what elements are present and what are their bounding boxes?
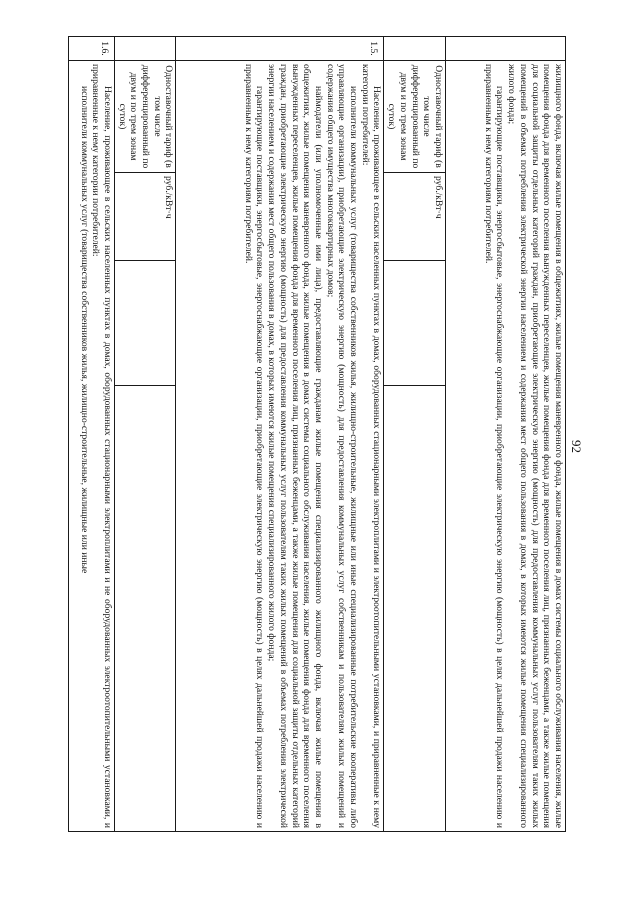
tariff-table: [68, 36, 566, 832]
text-cell: [446, 61, 566, 832]
paragraph: исполнители коммунальных услуг (товарищества собственников жилья, жилищно-строительные, жилищные или иные: [78, 86, 90, 574]
paragraph: жилищного фонда, включая жилые помещения в общежитиях, жилые помещения маневренного фонда, жилые помещения в домах системы социального обслуживания населения, жилые помещения фонда для временного поселения вынужденных переселенцев, жилые помещения фонда для временного поселения лиц, признанных беженцами, а также жилые помещения для социальной защиты отдельных категорий граждан, приобретающие электрическую энергию (мощность) для предоставления коммунальных услуг пользователям таких жилых помещений в объемах потребления электрической энергии населением и содержания мест общего пользования в домах, в которых имеются жилые помещения специализированного жилого фонда;: [506, 64, 564, 829]
table-row-1-6: [68, 37, 114, 832]
paragraph: исполнители коммунальных услуг (товарищества собственников жилья, жилищно-строительные, жилищные или иные специализированные потребительские кооперативы либо управляющие организации), приобретающие электрическую энергию (мощность) для предоставления коммунальных услуг собственникам и пользователям жилых помещений и содержания общего имущества многоквартирных домов;: [324, 64, 360, 829]
table-row-1-5: [176, 37, 384, 832]
paragraph: наймодатели (или уполномоченные ими лица), предоставляющие гражданам жилые помещения специализированного жилищного фонда, включая жилые помещения в общежитиях, жилые помещения маневренного фонда, жилые помещения в домах системы социального обслуживания населения, жилые помещения фонда для временного поселения вынужденных переселенцев, жилые помещения фонда для временного поселения лиц, признанных беженцами, а также жилые помещения для социальной защиты отдельных категорий граждан, приобретающие электрическую энергию (мощность) для предоставления коммунальных услуг пользователям таких жилых помещений в объемах потребления электрической энергии населением и содержания мест общего пользования в домах, в которых имеются жилые помещения специализированного жилого фонда;: [266, 64, 324, 829]
table-row-tariff: [114, 37, 176, 832]
row-number-cell: [446, 37, 566, 61]
value-cell: [114, 386, 176, 832]
unit-cell: руб./кВт·ч: [384, 173, 446, 261]
unit-cell: руб./кВт·ч: [114, 173, 176, 261]
text-cell: [176, 61, 384, 832]
value-cell: [384, 386, 446, 832]
tariff-label: Одноставочный тариф (в том числе дифференцированный по двум и по трем зонам суток): [114, 61, 176, 173]
page-number: 92: [569, 440, 584, 453]
rotated-page-content: [78, 36, 566, 831]
table-row-tariff: [384, 37, 446, 832]
row-number-cell: 1.5.: [176, 37, 384, 61]
paragraph: Население, проживающее в сельских населенных пунктах в домах, оборудованных стационарными электроплитами и не оборудованных электроотопительными установками, и приравненные к нему категории потребителей:: [90, 64, 113, 829]
row-number-cell: [384, 37, 446, 61]
tariff-label: Одноставочный тариф (в том числе дифференцированный по двум и по трем зонам суток): [384, 61, 446, 173]
table-row-continuation: [446, 37, 566, 832]
paragraph: гарантирующие поставщики, энергосбытовые, энергоснабжающие организации, приобретающие электрическую энергию (мощность) в целях дальнейшей продажи населению и приравненным к нему категориям потребителей.: [242, 64, 266, 829]
value-cell: [114, 261, 176, 386]
value-cell: [384, 261, 446, 386]
text-cell: [68, 61, 114, 832]
row-number-cell: 1.6.: [68, 37, 114, 61]
row-number-cell: [114, 37, 176, 61]
paragraph: гарантирующие поставщики, энергосбытовые, энергоснабжающие организации, приобретающие электрическую энергию (мощность) в целях дальнейшей продажи населению и приравненным к нему категориям потребителей.: [482, 64, 506, 829]
paragraph: Население, проживающее в сельских населенных пунктах в домах, оборудованных стационарными электроплитами и электроотопительными установками, и приравненные к нему категории потребителей:: [359, 64, 383, 829]
